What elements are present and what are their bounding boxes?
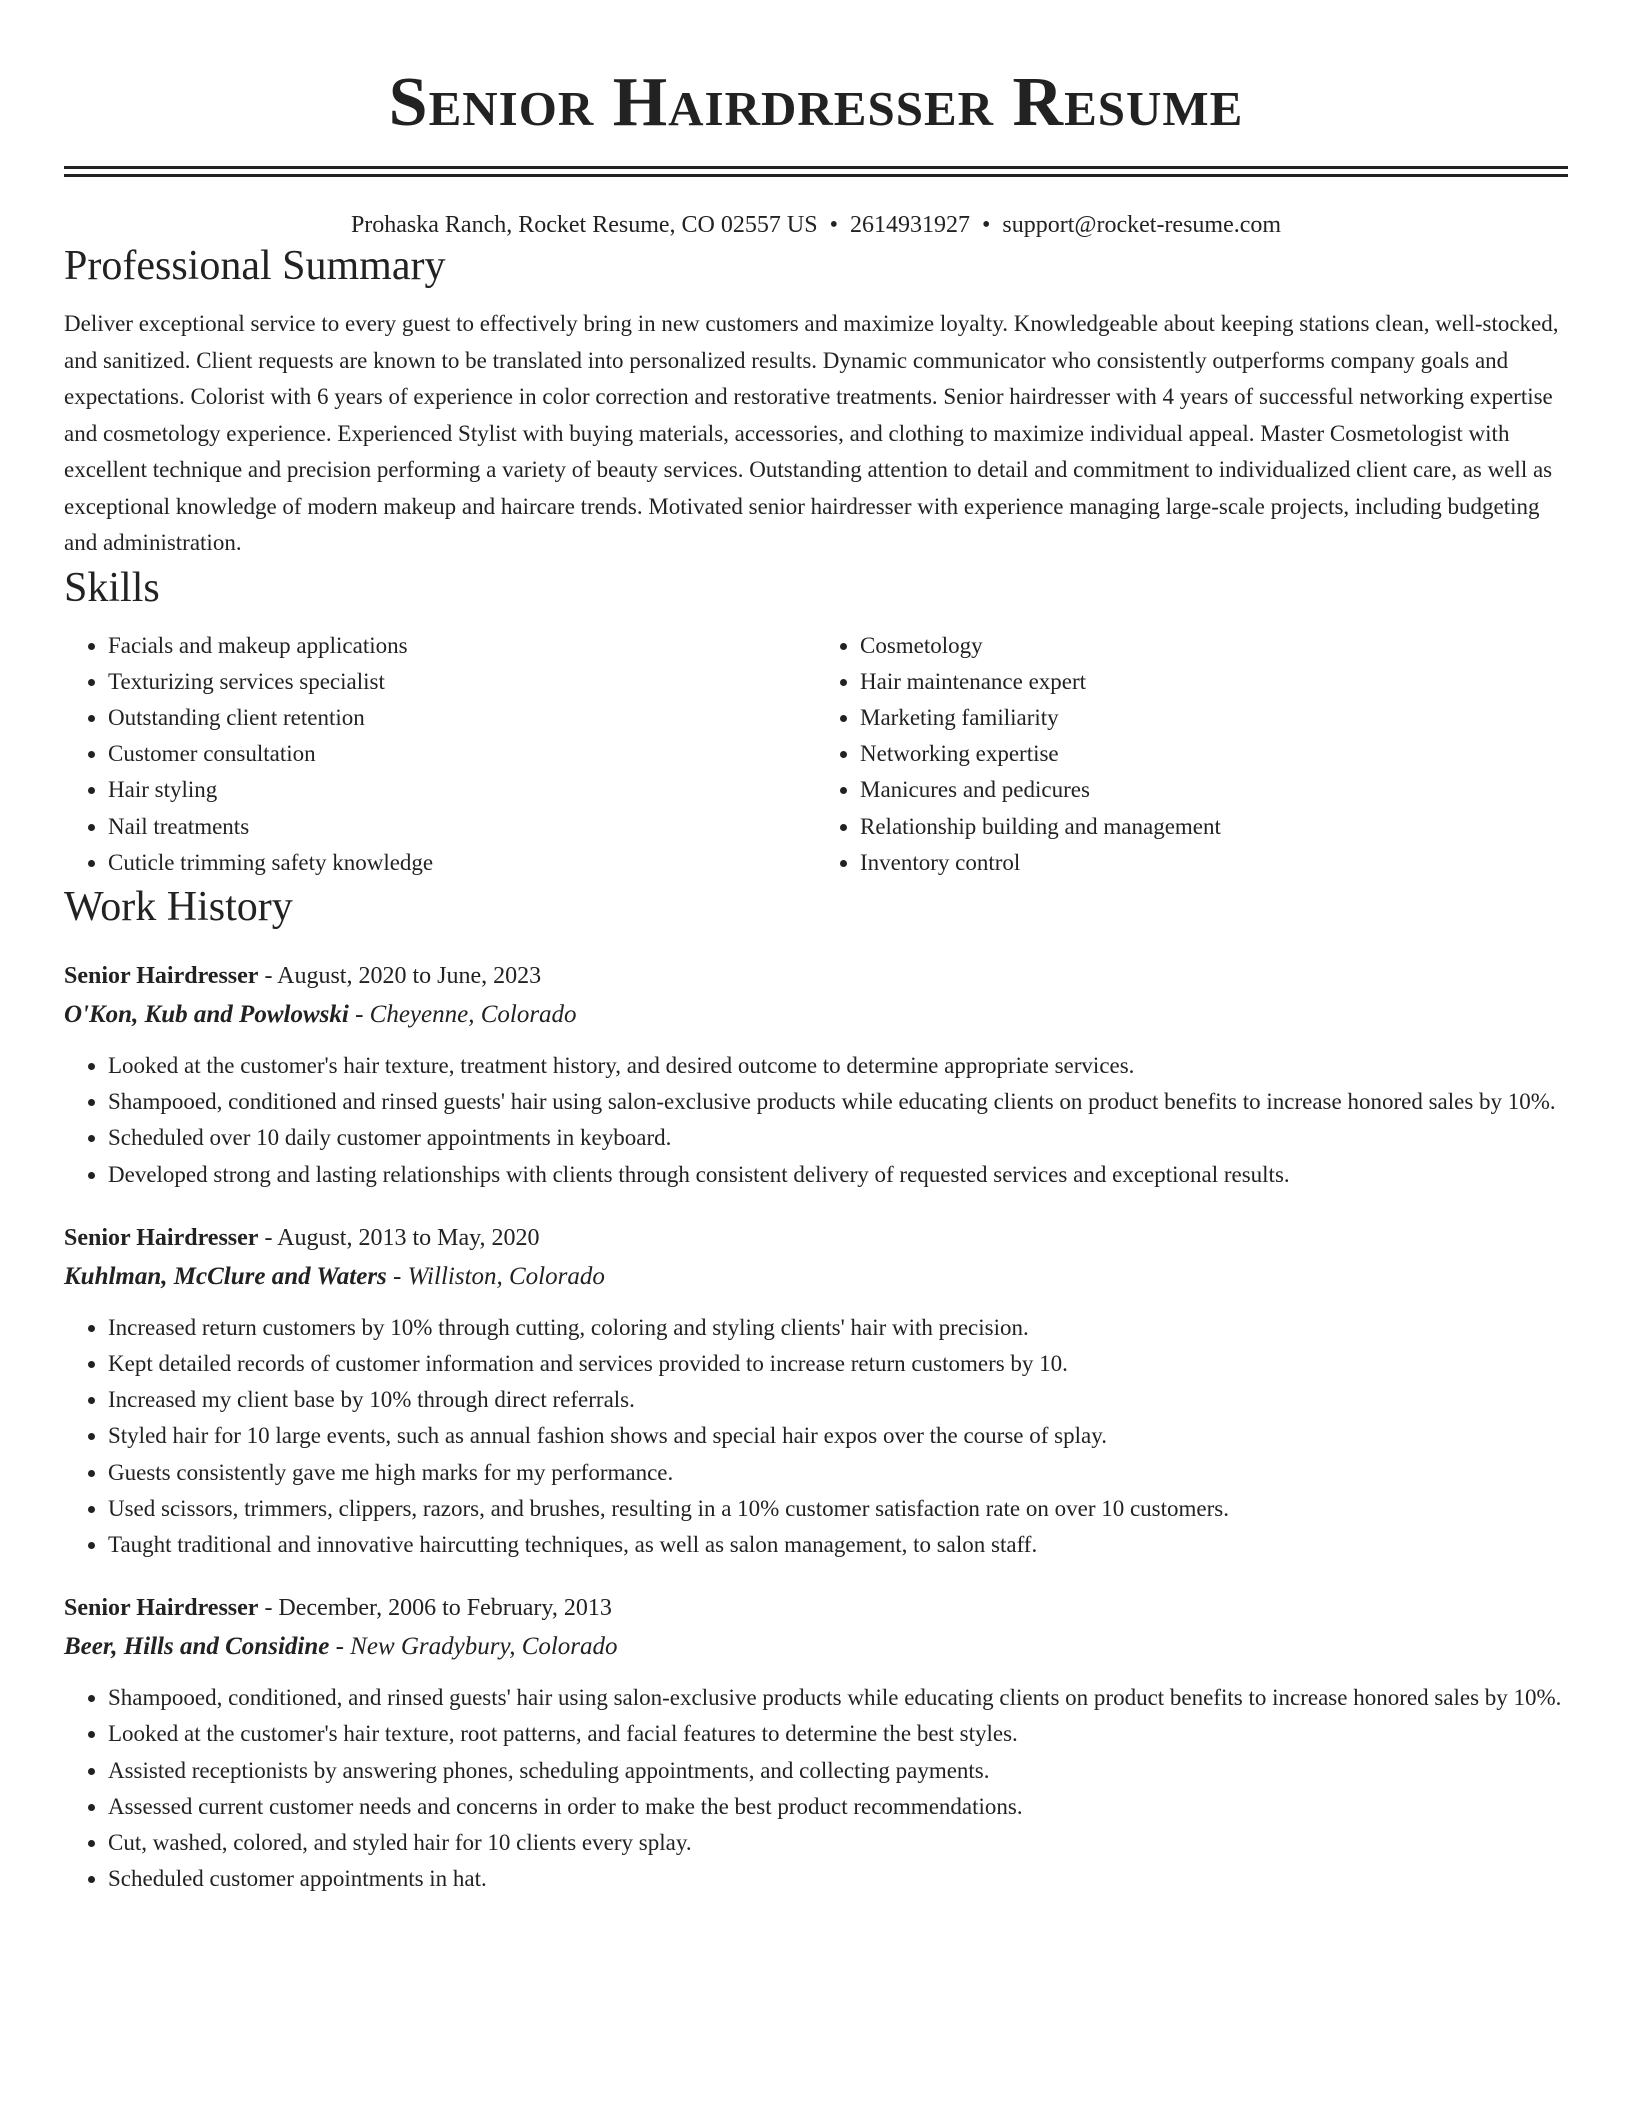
company-name: O'Kon, Kub and Powlowski	[64, 1000, 349, 1028]
contact-separator: •	[981, 212, 991, 238]
job-dates: - December, 2006 to February, 2013	[258, 1595, 612, 1622]
title-divider-bottom	[64, 174, 1568, 177]
job-bullet: • Increased return customers by 10% through cutting, coloring and styling clients' hair with precision.	[108, 1310, 1568, 1346]
company-location: - Williston, Colorado	[386, 1262, 605, 1290]
skill-item: • Networking expertise	[860, 736, 1568, 772]
job-bullet: • Scheduled over 10 daily customer appointments in keyboard.	[108, 1120, 1568, 1156]
contact-separator: •	[829, 212, 838, 238]
skill-item: • Relationship building and management	[860, 809, 1568, 845]
skills-column-right	[816, 628, 1568, 881]
job-bullet: • Scheduled customer appointments in hat.	[108, 1861, 1568, 1897]
job-bullets	[64, 1048, 1568, 1193]
job-bullet: • Looked at the customer's hair texture, treatment history, and desired outcome to determine appropriate services.	[108, 1048, 1568, 1084]
skill-item: • Texturizing services specialist	[108, 664, 816, 700]
contact-line	[64, 210, 1568, 240]
job-title: Senior Hairdresser	[64, 1595, 259, 1622]
title-divider-top	[64, 166, 1568, 169]
skills-column-left	[64, 628, 816, 881]
skill-item: • Hair styling	[108, 772, 816, 808]
skill-item: • Outstanding client retention	[108, 700, 816, 736]
contact-email[interactable]: support@rocket-resume.com	[1002, 212, 1282, 238]
company-location: - New Gradybury, Colorado	[329, 1633, 618, 1661]
job-dates: - August, 2013 to May, 2020	[258, 1224, 540, 1251]
resume-title: Senior Hairdresser Resume	[388, 64, 1244, 141]
job-bullets	[64, 1680, 1568, 1897]
job-bullet: • Used scissors, trimmers, clippers, razors, and brushes, resulting in a 10% customer satisfaction rate on over 10 customers.	[108, 1491, 1568, 1527]
skills-heading: Skills	[64, 564, 160, 611]
job-title-line	[64, 1589, 1568, 1627]
job-bullet: • Cut, washed, colored, and styled hair for 10 clients every splay.	[108, 1825, 1568, 1861]
company-line	[64, 1257, 1568, 1297]
company-name: Kuhlman, McClure and Waters	[64, 1262, 387, 1290]
job-bullet: • Looked at the customer's hair texture, root patterns, and facial features to determine the best styles.	[108, 1716, 1568, 1752]
skill-item: • Cosmetology	[860, 628, 1568, 664]
job-bullet: • Guests consistently gave me high marks for my performance.	[108, 1455, 1568, 1491]
summary-heading: Professional Summary	[64, 243, 446, 289]
contact-address: Prohaska Ranch, Rocket Resume, CO 02557 US	[350, 212, 818, 238]
skill-item: • Marketing familiarity	[860, 700, 1568, 736]
resume-page	[64, 0, 1568, 1897]
job-title-line	[64, 1219, 1568, 1257]
job-title: Senior Hairdresser	[64, 1224, 259, 1251]
skill-item: • Facials and makeup applications	[108, 628, 816, 664]
company-name: Beer, Hills and Considine	[64, 1633, 330, 1661]
company-line	[64, 1627, 1568, 1667]
work-history-list	[64, 957, 1568, 1897]
skill-item: • Customer consultation	[108, 736, 816, 772]
job-bullet: • Increased my client base by 10% through direct referrals.	[108, 1382, 1568, 1418]
job-dates: - August, 2020 to June, 2023	[258, 962, 542, 989]
work-history-heading: Work History	[64, 883, 293, 930]
job-entry	[64, 957, 1568, 1193]
summary-text: Deliver exceptional service to every guest to effectively bring in new customers and maximize loyalty. Knowledgeable about keeping stations clean, well-stocked, and sanitized. Client requests are known to be translated into personalized results. Dynamic communicator who consistently outperforms company goals and expectations. Colorist with 6 years of experience in color correction and restorative treatments. Senior hairdresser with 4 years of successful networking expertise and cosmetology experience. Experienced Stylist with buying materials, accessories, and clothing to maximize individual appeal. Master Cosmetologist with excellent technique and precision performing a variety of beauty services. Outstanding attention to detail and commitment to individualized client care, as well as exceptional knowledge of modern makeup and haircare trends. Motivated senior hairdresser with experience managing large-scale projects, including budgeting and administration.	[64, 311, 1559, 555]
job-bullet: • Assisted receptionists by answering phones, scheduling appointments, and collecting payments.	[108, 1753, 1568, 1789]
skill-item: • Cuticle trimming safety knowledge	[108, 845, 816, 881]
job-title-line	[64, 957, 1568, 995]
job-bullet: • Assessed current customer needs and concerns in order to make the best product recommendations.	[108, 1789, 1568, 1825]
skill-item: • Inventory control	[860, 845, 1568, 881]
job-bullet: • Kept detailed records of customer information and services provided to increase return customers by 10.	[108, 1346, 1568, 1382]
job-bullet: • Shampooed, conditioned and rinsed guests' hair using salon-exclusive products while educating clients on product benefits to increase honored sales by 10%.	[108, 1084, 1568, 1120]
job-entry	[64, 1589, 1568, 1897]
contact-phone: 2614931927	[849, 212, 970, 238]
skills-list	[64, 628, 1568, 881]
skill-item: • Nail treatments	[108, 809, 816, 845]
job-entry	[64, 1219, 1568, 1563]
job-bullet: • Styled hair for 10 large events, such as annual fashion shows and special hair expos over the course of splay.	[108, 1418, 1568, 1454]
skill-item: • Hair maintenance expert	[860, 664, 1568, 700]
job-bullets	[64, 1310, 1568, 1563]
company-line	[64, 995, 1568, 1035]
skill-item: • Manicures and pedicures	[860, 772, 1568, 808]
company-location: - Cheyenne, Colorado	[348, 1000, 577, 1028]
job-bullet: • Developed strong and lasting relationships with clients through consistent delivery of requested services and exceptional results.	[108, 1157, 1568, 1193]
job-title: Senior Hairdresser	[64, 962, 259, 989]
job-bullet: • Taught traditional and innovative haircutting techniques, as well as salon management, to salon staff.	[108, 1527, 1568, 1563]
job-bullet: • Shampooed, conditioned, and rinsed guests' hair using salon-exclusive products while educating clients on product benefits to increase honored sales by 10%.	[108, 1680, 1568, 1716]
